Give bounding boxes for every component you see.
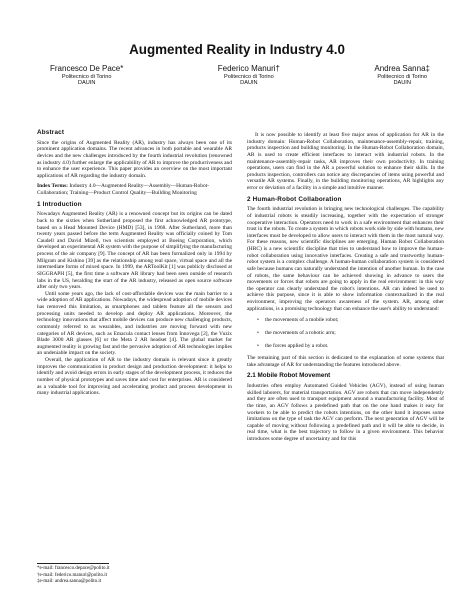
author-1	[50, 64, 123, 87]
remaining-paragraph: The remaining part of this section is dedicated to the explanation of some systems that take advantage of AR for understanding the features introduced above.	[247, 355, 444, 368]
author-dept: DAUIN	[240, 80, 258, 87]
footnote-2: †e-mail: federico.manuri@polito.it	[37, 572, 107, 578]
footnote-1: *e-mail: francesco.depace@polito.it	[37, 566, 110, 571]
agv-paragraph: Industries often employ Automated Guided Vehicles (AGV), instead of using human skilled laborers, for material transportation. AGV are robots that can move independently and they are often used to transport equipment around a manufacturing facility. Most of the time, an AGV follows a predefined path that on the one hand makes it easy for workers to be able to predict the robots intentions, on the other hand it imposes some limitations on the type of task the AGV can perform. The next generation of AGV will be capable of moving without following a predefined path and it will be able to decide, in real time, what is the best trajectory to follow in a given environment. This behavior introduces some degree of uncertainty and for this	[247, 383, 444, 442]
author-name: Federico Manuri†	[217, 64, 280, 73]
author-3	[374, 64, 430, 87]
author-name: Francesco De Pace*	[50, 64, 124, 73]
author-affiliation: Politecnico di Torino	[377, 73, 427, 80]
intro-paragraph-1: Nowadays Augmented Reality (AR) is a renowned concept but its origins can be dated back to the sixties when Sutherland proposed the first acknowledged AR prototype, based on a Head Mounted Device (HMD) [53], in 1968. After Sutherland, more than twenty years passed before the term Augmented Reality was officially coined by Tom Caudell and David Mizell, two scientists employed at Boeing Corporation, which developed an experimental AR system with the purpose of simplifying the manufacturing process of the air company [9]. The concept of AR has been formalized only in 1994 by Milgram and Kishino [39] as the relationship among real space, virtual space and all the intermediate forms of mixed space. In 1999, the ARToolKit [1] was publicly disclosed at SIGGRAPH [5], the first time a software AR library had been seen outside of research labs in the US, heralding the start of the AR industry, released as open source software after only two years.	[37, 211, 232, 291]
author-2	[218, 64, 280, 87]
index-terms-text: Industry 4.0—Augmented Reality—Assembly—Human-Robot-Collaboration; Training—Product Control Quality—Building Monitoring	[37, 183, 210, 196]
footnotes	[37, 566, 110, 586]
author-dept: DAUIN	[393, 80, 411, 87]
footnote-rule	[37, 563, 109, 564]
intro-paragraph-2: Until some years ago, the lack of cost-affordable devices was the main barrier to a wide adoption of AR applications. Nowadays, the widespread adoption of mobile devices has removed this limitation, as smartphones and tablets feature all the sensors and processing units needed to develop and deploy AR applications. Moreover, the technology innovations that affect mobile devices can produce new challenging products, commonly referred to as wearables, and industries are moving forward with new categories of AR devices, such as Emacula contact lenses from Innovega [2], the Vuzix Blade 3000 AR glasses [6] or the Meta 2 AR headset [4]. The global market for augmented reality is growing fast and the pervasive adoption of AR technologies implies an undeniable impact on the society.	[37, 290, 232, 357]
areas-paragraph: It is now possible to identify at least five major areas of application for AR in the industry domain: Human-Robot Collaboration, maintenance-assembly-repair, training, products inspection and building monitoring. In the Human-Robot Collaboration domain, AR is used to create efficient interfaces to interact with industrial robots. In the maintenance-assembly-repair tasks, AR improves their own productivity. In training operations, users can find in the AR a powerful solution to enhance their skills. In the products inspection, controllers can notice any discrepancies of items using powerful and versatile AR systems. Finally, in the building monitoring operations, AR highlights any error or deviation of a facility in a simple and intuitive manner.	[247, 132, 444, 191]
author-list	[50, 64, 430, 87]
index-terms-label: Index Terms:	[37, 183, 68, 190]
author-affiliation: Politecnico di Torino	[61, 73, 112, 80]
author-dept: DAUIN	[77, 80, 96, 87]
hrc-paragraph: The fourth industrial revolution is bringing new technological challenges. The capability of industrial robots is steadily increasing, together with the expectation of stronger cooperative interaction. Operators need to work in a safe environment that enhances their trust in the robots. To create a system in which robots work side by side with humans, new interfaces must be developed to allow users to interact with them in the most natural way. For these reasons, new scientific disciplines are emerging. Human Robot Collaboration (HRC) is a new scientific discipline that tries to understand how to improve the human-robot collaboration using innovative interfaces. Creating a safe and trustworthy human-robot system is a complex challenge. A human-human collaboration system is considered safe because humans can naturally understand the intention of another human. In the case of robots, the same behaviour can be achieved showing in advance to users the movements or forces that robots are going to apply in the real environment: in this way the operator can clearly understand the robot's intentions. AR can indeed be used to achieve this purpose, since it is able to show information contextualized in the real environment, improving the operators awareness of the system. AR, among other applications, is a promising technology that can enhance the user's ability to understand:	[247, 206, 444, 312]
list-item: • the movements of a robotic arm;	[257, 330, 444, 337]
author-name: Andrea Sanna‡	[374, 64, 430, 73]
intro-paragraph-3: Overall, the application of AR to the industry domain is relevant since it greatly improves the communication in product design and production development: it helps to identify and avoid design errors in early stages of the development process, it reduces the number of physical prototypes and saves time and cost for enterprises. AR is considered as a valuable tool for improving and accelerating product and process development in many industrial applications.	[37, 357, 232, 397]
mobile-robot-heading: 2.1 Mobile Robot Movement	[247, 372, 331, 380]
footnote-3: ‡e-mail: andrea.sanna@polito.it	[37, 579, 102, 584]
list-item: • the forces applied by a robot.	[257, 343, 444, 350]
capability-list	[257, 317, 444, 349]
list-item: • the movements of a mobile robot;	[257, 317, 444, 324]
abstract-text: Since the origins of Augmented Reality (AR), industry has always been one of its prominent application domains. The recent advances in both portable and wearable AR devices and the new challenges introduced by the fourth industrial revolution (renowned as industry 4.0) further enlarge the applicability of AR to improve the productiveness and to enhance the user experience. This paper provides an overview on the most important applications of AR regarding the industry domain.	[37, 139, 232, 179]
author-affiliation: Politecnico di Torino	[224, 73, 274, 80]
hrc-heading: 2 Human-Robot Collaboration	[247, 195, 342, 203]
abstract-heading: Abstract	[37, 129, 65, 136]
index-terms	[37, 183, 232, 196]
left-column	[37, 125, 232, 397]
right-column	[247, 132, 444, 443]
paper-title: Augmented Reality in Industry 4.0	[129, 42, 345, 57]
intro-heading: 1 Introduction	[37, 200, 82, 208]
